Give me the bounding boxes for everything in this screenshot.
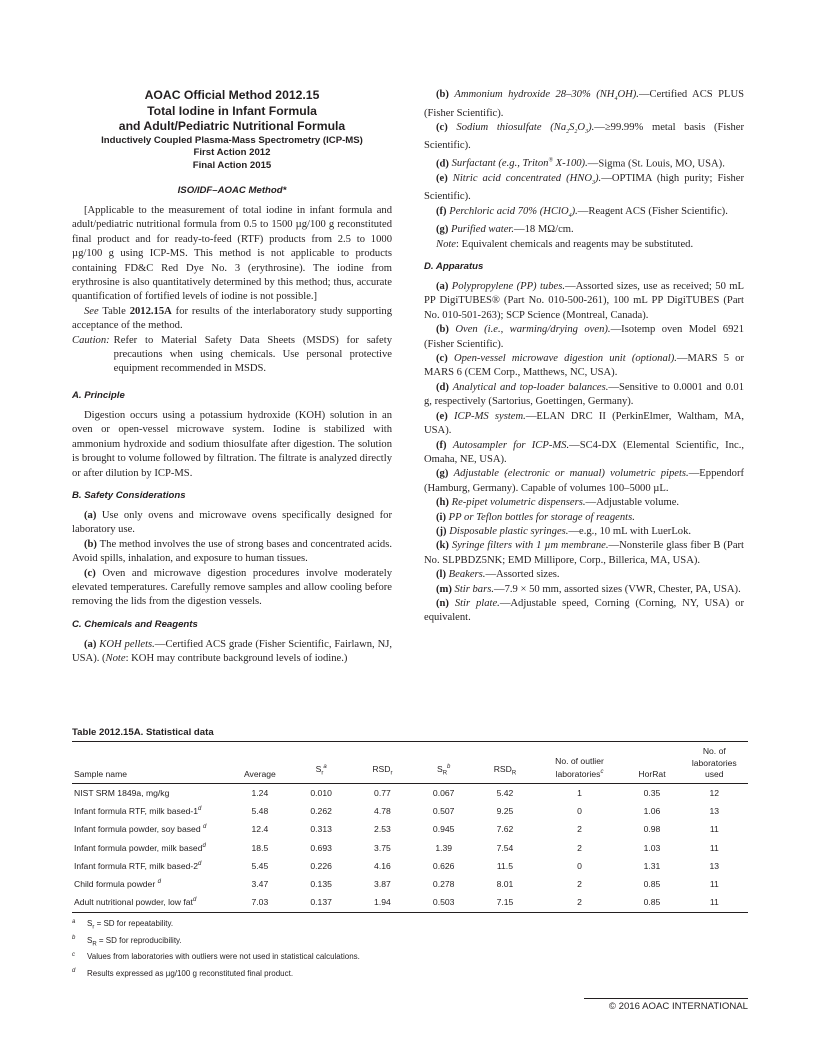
col-rsdR: $RSD_R$ [493,764,517,777]
table-body [72,783,748,912]
item-text: —Assorted sizes, use as received; 50 mL PP DigiTUBES® (Part No. 010-500-261), 100 mL PP DigiTUBES (Part No. 010-501-263); SCP Science (Montreal, Canada). [424,281,744,321]
section-a-heading: A. Principle [72,389,125,401]
item-text: —Certified ACS PLUS (Fisher Scientific). [424,89,744,119]
note-word: Note [436,238,457,250]
apparatus-item [424,511,744,525]
item-key: (e) [436,410,448,422]
item-name: ICP-MS system. [453,410,526,422]
apparatus-item [424,280,744,323]
item-name: Open-vessel microwave digestion unit (optional). [453,353,677,365]
apparatus-item [424,539,744,568]
footnote: c Values from laboratories with outliers were not used in statistical calculations. [72,951,360,962]
item-name: PP or Teflon bottles for storage of reagents. [448,511,635,523]
item-text: —SC4-DX (Elemental Scientific, Inc., Omaha, NE, USA). [424,439,744,465]
item-key: (n) [436,597,449,609]
item-name: Re-pipet volumetric dispensers. [451,497,586,509]
section-c-item-d [424,154,744,172]
table-row: Adult nutritional powder, low fat$^d$ 7.03 0.137 1.94 0.503 7.15 2 0.85 11 [72,893,748,912]
item-text: —Eppendorf (Hamburg, Germany). Capable of volumes 100–5000 µL. [424,468,745,494]
item-name: Polypropylene (PP) tubes. [451,281,565,293]
item-name: Stir bars. [454,583,494,595]
section-c-item-e [424,172,744,205]
item-text: —7.9 × 50 mm, assorted sizes (VWR, Chester, PA, USA). [494,583,741,595]
final-action: Final Action 2015 [192,159,272,171]
col-sR: $S_R^b$ [436,764,451,777]
item-key: (f) [436,439,447,451]
apparatus-item [424,467,744,496]
item-name: Syringe filters with 1 µm membrane. [451,540,609,552]
item-text: —Adjustable speed, Corning (Corning, NY, USA) or equivalent. [424,597,744,624]
item-text: The method involves the use of strong bases and concentrated acids. Avoid spills, inhalation, and exposure to human tissues. [72,538,392,565]
item-key: (m) [436,583,452,595]
item-text: Oven and microwave digestion procedures involve moderately elevated temperatures. Carefully remove samples and allow cooling before removing the lids from the digestion vessels. [72,567,393,608]
apparatus-item [424,583,744,597]
item-text: —Isotemp oven Model 6921 (Fisher Scientific). [424,324,744,350]
item-name: Adjustable (electronic or manual) volumetric pipets. [453,468,689,480]
item-key: (b) [436,89,449,100]
item-text: —MARS 5 or MARS 6 (CEM Corp., Matthews, NC, USA). [424,353,744,379]
first-action: First Action 2012 [193,147,271,158]
item-key: (a) [84,638,97,650]
item-text: —≥99.99% metal basis (Fisher Scientific). [424,121,745,152]
apparatus-item [424,410,744,439]
right-column [424,88,744,626]
see-table-paragraph [72,305,392,334]
item-name: Ammonium hydroxide 28–30% $(NH_4OH)$. [454,89,639,103]
item-text: —e.g., 10 mL with LuerLok. [568,525,692,537]
section-a-text: Digestion occurs using a potassium hydroxide (KOH) solution in an oven or open-vessel microwave system. Iodine is stabilized with ammonium hydroxide and sodium thiosulfate after digestion. The solution is brought to volume followed by filtration. The filtrate is analyzed directly or after dilution by ICP-MS. [72,409,392,479]
item-key: (i) [436,511,446,523]
col-sample-name: Sample name [74,769,128,779]
section-b-item [72,567,392,610]
section-c-heading: C. Chemicals and Reagents [72,618,198,630]
note-word: Note [105,653,126,665]
item-key: (a) [436,281,449,293]
col-labs-used: No. of laboratories used [691,746,737,779]
section-c-item-a [72,638,392,667]
method-title-line2: Total Iodine in Infant Formula [147,103,317,118]
table-row: NIST SRM 1849a, mg/kg 1.24 0.010 0.77 0.067 5.42 1 0.35 12 [74,787,720,798]
section-b-item [72,509,392,538]
method-title: AOAC Official Method 2012.15 [144,88,320,102]
apparatus-item [424,323,744,352]
item-text: —Adjustable volume. [585,497,680,509]
item-key: (b) [84,538,97,550]
see-word: See [84,305,99,317]
item-text: —ELAN DRC II (PerkinElmer, Waltham, MA, USA). [424,410,744,437]
method-technique: Inductively Coupled Plasma-Mass Spectrometry (ICP-MS) [101,134,363,146]
item-key: (j) [436,525,447,537]
item-text: —Certified ACS grade (Fisher Scientific, Fairlawn, NJ, USA). ( [72,638,393,665]
apparatus-item [424,496,744,510]
item-key: (g) [436,468,449,480]
item-text: —Nonsterile glass fiber B (Part No. SLPBDZ5NK; EMD Millipore, Corp., Billerica, MA, USA). [424,540,744,566]
col-average: Average [243,769,276,779]
item-name: Beakers. [448,569,486,581]
caution-block [72,334,392,377]
item-name: Autosampler for ICP-MS. [452,439,570,451]
col-rsdr: $RSD_r$ [372,764,393,777]
item-text: —Sensitive to 0.0001 and 0.01 g, respectively (Sartorius, Goettingen, Germany). [424,381,744,408]
col-sr: $S_r^a$ [315,764,327,777]
see-table-id: 2012.15A [129,305,172,317]
apparatus-item [424,597,744,626]
iso-method-line: ISO/IDF–AOAC Method* [177,185,287,196]
section-d-heading: D. Apparatus [424,261,484,273]
item-key: (a) [84,509,97,521]
item-key: (h) [436,497,449,509]
item-name: Disposable plastic syringes. [449,525,569,537]
item-text: : KOH may contribute background levels of iodine.) [125,653,348,665]
item-name: Purified water. [451,224,514,236]
footnote: a $S_r$ = SD for repeatability. [72,918,174,931]
item-key: (c) [436,121,448,133]
table-footnotes [72,917,748,983]
apparatus-item [424,439,744,468]
item-text: —Assorted sizes. [485,569,560,581]
footnote: b $S_R$ = SD for reproducibility. [72,935,182,948]
item-name: Perchloric acid 70% (HClO$_4$). [449,205,578,219]
item-name: Nitric acid concentrated $(HNO_3)$. [452,172,602,186]
section-c-item-f [424,205,744,224]
item-key: (b) [436,324,449,336]
table-row: Infant formula RTF, milk based-2$^d$ 5.45 0.226 4.16 0.626 11.5 0 1.31 13 [74,860,720,871]
section-c-item-c [424,121,744,154]
item-key: (d) [436,158,449,170]
section-c-item-g [424,223,744,237]
item-text: —18 MΩ/cm. [514,224,574,236]
method-title-block [72,88,392,172]
apparatus-item [424,525,744,539]
item-name: Analytical and top-loader balances. [452,381,609,393]
method-title-line3: and Adult/Pediatric Nutritional Formula [118,119,346,133]
section-c-note [424,238,744,252]
item-name: Sodium thiosulfate $(Na_2S_2O_3)$. [456,121,595,136]
apparatus-item [424,381,744,410]
item-key: (d) [436,381,449,393]
apparatus-item [424,352,744,381]
left-column [72,88,392,667]
item-key: (e) [436,172,448,184]
item-name: Surfactant (e.g., Triton® X-100). [451,157,588,170]
copyright-footer: © 2016 AOAC INTERNATIONAL [584,998,748,1012]
col-horrat: HorRat [638,769,666,779]
table-row: Infant formula RTF, milk based-1$^d$ 5.48 0.262 4.78 0.507 9.25 0 1.06 13 [74,805,720,816]
item-text: —Reagent ACS (Fisher Scientific). [577,205,728,217]
table-title: Table 2012.15A. Statistical data [72,727,748,742]
item-key: (f) [436,205,447,217]
apparatus-list [424,280,744,626]
item-name: Stir plate. [454,597,500,609]
item-key: (c) [84,567,96,579]
col-outlier-labs: No. of outlier laboratories$^c$ [555,755,604,779]
statistical-data-table-block [72,727,748,983]
see-table-rest: for results of the interlaboratory study supporting acceptance of the method. [72,305,392,332]
footnote: d Results expressed as µg/100 g reconstituted final product. [72,968,294,978]
note-text: : Equivalent chemicals and reagents may be substituted. [456,238,694,250]
applicability-paragraph: [Applicable to the measurement of total iodine in infant formula and adult/pediatric nutritional formula from 0.5 to 1500 µg/100 g reconstituted final product and for ready-to-feed (RTF) products from 2.5 to 1000 µg/100 g using ICP-MS. This method is not applicable to products containing FD&C Red Dye No. 3 (erythrosine). The iodine from erythrosine is also quantitatively determined by this method; thus, accurate quantification of fortified levels of iodine is not possible.] [72,205,392,303]
item-text: —OPTIMA (high purity; Fisher Scientific). [424,172,744,203]
table-row: Child formula powder $^d$ 3.47 0.135 3.87 0.278 8.01 2 0.85 11 [74,879,719,890]
table-row: Infant formula powder, soy based $^d$ 12.4 0.313 2.53 0.945 7.62 2 0.98 11 [74,824,719,835]
item-key: (k) [436,540,449,552]
table-row: Infant formula powder, milk based$^d$ 18.5 0.693 3.75 1.39 7.54 2 1.03 11 [74,842,719,853]
item-name: Oven (i.e., warming/drying oven). [455,324,611,336]
item-text: Use only ovens and microwave ovens specifically designed for laboratory use. [72,509,392,536]
item-name: KOH pellets. [99,638,155,650]
apparatus-item [424,568,744,582]
item-text: —Sigma (St. Louis, MO, USA). [587,158,725,170]
caution-text: Refer to Material Safety Data Sheets (MSDS) for safety precautions when using chemicals. Use personal protective equipment recommended in MSDS. [113,334,392,375]
statistical-data-table [72,742,748,913]
table-header-row [72,742,748,783]
section-b-heading: B. Safety Considerations [72,489,186,501]
section-b-item [72,538,392,567]
item-key: (l) [436,569,446,581]
item-key: (c) [436,353,448,365]
section-c-item-b [424,88,744,121]
caution-label: Caution: [72,334,110,346]
see-table-word: Table [102,305,126,317]
item-key: (g) [436,224,449,236]
